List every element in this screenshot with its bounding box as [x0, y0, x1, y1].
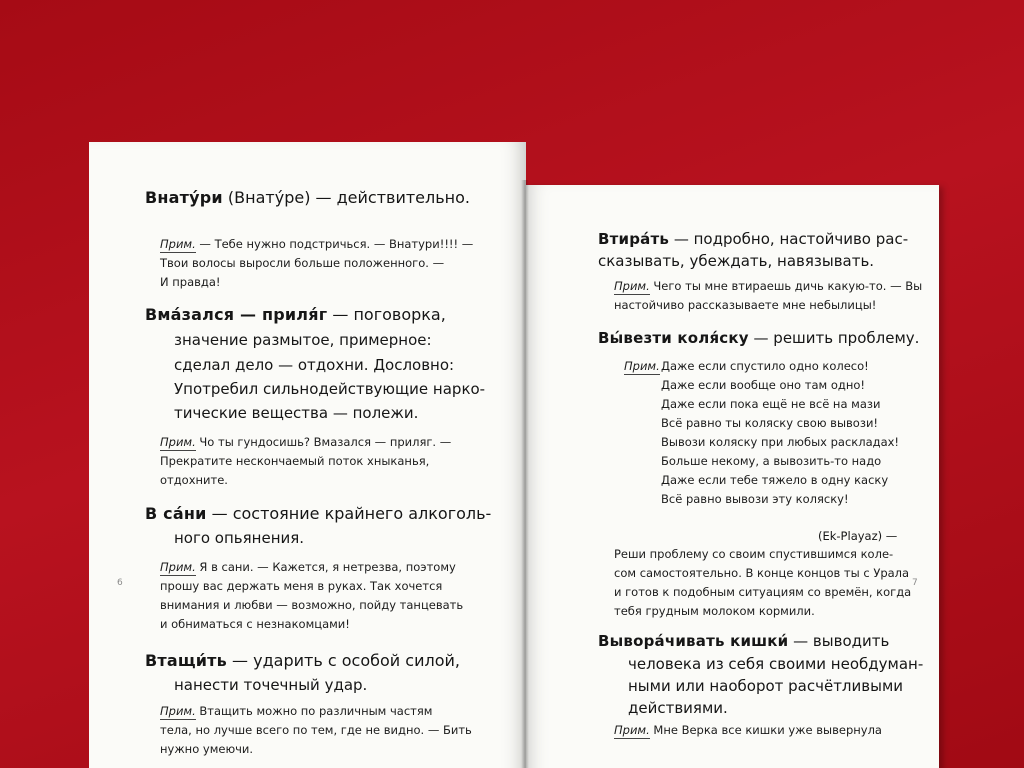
entry-term: Втащи́ть	[145, 651, 227, 670]
example-line: тела, но лучше всего по тем, где не видно. — Бить	[160, 723, 472, 737]
example-line: И правда!	[160, 275, 221, 289]
definition-line: человека из себя своими необдуман-	[628, 655, 924, 673]
explanation-line: Реши проблему со своим спустившимся коле-	[614, 547, 894, 561]
poem-line: Всё равно ты коляску свою вывози!	[661, 416, 879, 430]
definition-line: нанести точечный удар.	[174, 676, 368, 694]
entry-definition: — ударить с особой силой,	[226, 651, 460, 670]
example-line: Прим. Втащить можно по различным частям	[160, 704, 433, 718]
definition-line: тические вещества — полежи.	[174, 404, 419, 422]
poem-line: Даже если спустило одно колесо!	[661, 359, 869, 373]
explanation-line: сом самостоятельно. В конце концов ты с Урала	[614, 566, 910, 580]
entry-term: Внату́ри	[145, 188, 223, 207]
example-line: нужно умеючи.	[160, 742, 254, 756]
prim-label: Прим.	[614, 279, 650, 293]
entry-definition: — поговорка,	[327, 305, 446, 324]
poem-line: Всё равно вывози эту коляску!	[661, 492, 849, 506]
example-line: и обниматься с незнакомцами!	[160, 617, 350, 631]
entry-vtaschit	[145, 650, 460, 672]
entry-term: Вывора́чивать кишки́	[598, 632, 789, 650]
example-line: Прим. — Тебе нужно подстричься. — Внатури!!!! —	[160, 237, 474, 251]
definition-line: Употребил сильнодействующие нарко-	[174, 380, 486, 398]
example-line: Прим. Чо ты гундосишь? Вмазался — приляг. —	[160, 435, 452, 449]
entry-definition: — решить проблему.	[748, 329, 920, 347]
example-line: отдохните.	[160, 473, 228, 487]
example-line: Прекратите нескончаемый поток хныканья,	[160, 454, 430, 468]
book-gutter	[521, 180, 529, 768]
poem-line: Даже если пока ещё не всё на мази	[661, 397, 881, 411]
prim-label: Прим.	[160, 435, 196, 449]
poem-line: Даже если тебе тяжело в одну каску	[661, 473, 889, 487]
entry-term: Втира́ть	[598, 230, 670, 248]
definition-line: сделал дело — отдохни. Дословно:	[174, 356, 455, 374]
entry-vmazalsya	[145, 304, 446, 326]
entry-vyvezti-kolyasku	[598, 327, 919, 349]
entry-vnaturi	[145, 187, 470, 209]
prim-label: Прим.	[614, 723, 650, 737]
example-line: прошу вас держать меня в руках. Так хочется	[160, 579, 443, 593]
entry-definition: — выводить	[788, 632, 890, 650]
entry-definition: (Внату́ре) — действительно.	[222, 188, 471, 207]
definition-line: ного опьянения.	[174, 529, 305, 547]
poem-attribution: (Ek-Playaz) —	[818, 528, 898, 543]
prim-label: Прим.	[160, 237, 196, 251]
prim-label: Прим.	[624, 359, 660, 373]
entry-term: В са́ни	[145, 504, 207, 523]
entry-term: Вма́зался — приля́г	[145, 305, 328, 324]
poem-line: Даже если вообще оно там одно!	[661, 378, 865, 392]
example-line: Прим. Мне Верка все кишки уже вывернула	[614, 723, 882, 737]
definition-line: ными или наоборот расчётливыми	[628, 677, 904, 695]
example-line: Прим. Я в сани. — Кажется, я нетрезва, поэтому	[160, 560, 456, 574]
example-line: внимания и любви — возможно, пойду танцевать	[160, 598, 464, 612]
definition-line: сказывать, убеждать, навязывать.	[598, 252, 875, 270]
entry-term: Вы́везти коля́ску	[598, 329, 749, 347]
definition-line: значение размытое, примерное:	[174, 331, 432, 349]
explanation-line: и готов к подобным ситуациям со времён, когда	[614, 585, 912, 599]
example-line: Прим. Чего ты мне втираешь дичь какую-то. — Вы	[614, 279, 923, 293]
entry-vtirat	[598, 228, 908, 250]
example-line: Твои волосы выросли больше положенного. —	[160, 256, 445, 270]
definition-line: действиями.	[628, 699, 728, 717]
entry-definition: — подробно, настойчиво рас-	[669, 230, 909, 248]
example-line: настойчиво рассказываете мне небылицы!	[614, 298, 877, 312]
prim-label: Прим.	[160, 560, 196, 574]
poem-line: Вывози коляску при любых раскладах!	[661, 435, 900, 449]
page-number-right: 7	[912, 578, 918, 588]
page-number-left: 6	[117, 578, 123, 588]
poem-line	[624, 357, 660, 376]
entry-v-sani	[145, 503, 491, 525]
prim-label: Прим.	[160, 704, 196, 718]
entry-definition: — состояние крайнего алкоголь-	[206, 504, 492, 523]
explanation-line: тебя грудным молоком кормили.	[614, 604, 815, 618]
entry-vyvorachivat-kishki	[598, 630, 889, 652]
poem-line: Больше некому, а вывозить-то надо	[661, 454, 882, 468]
